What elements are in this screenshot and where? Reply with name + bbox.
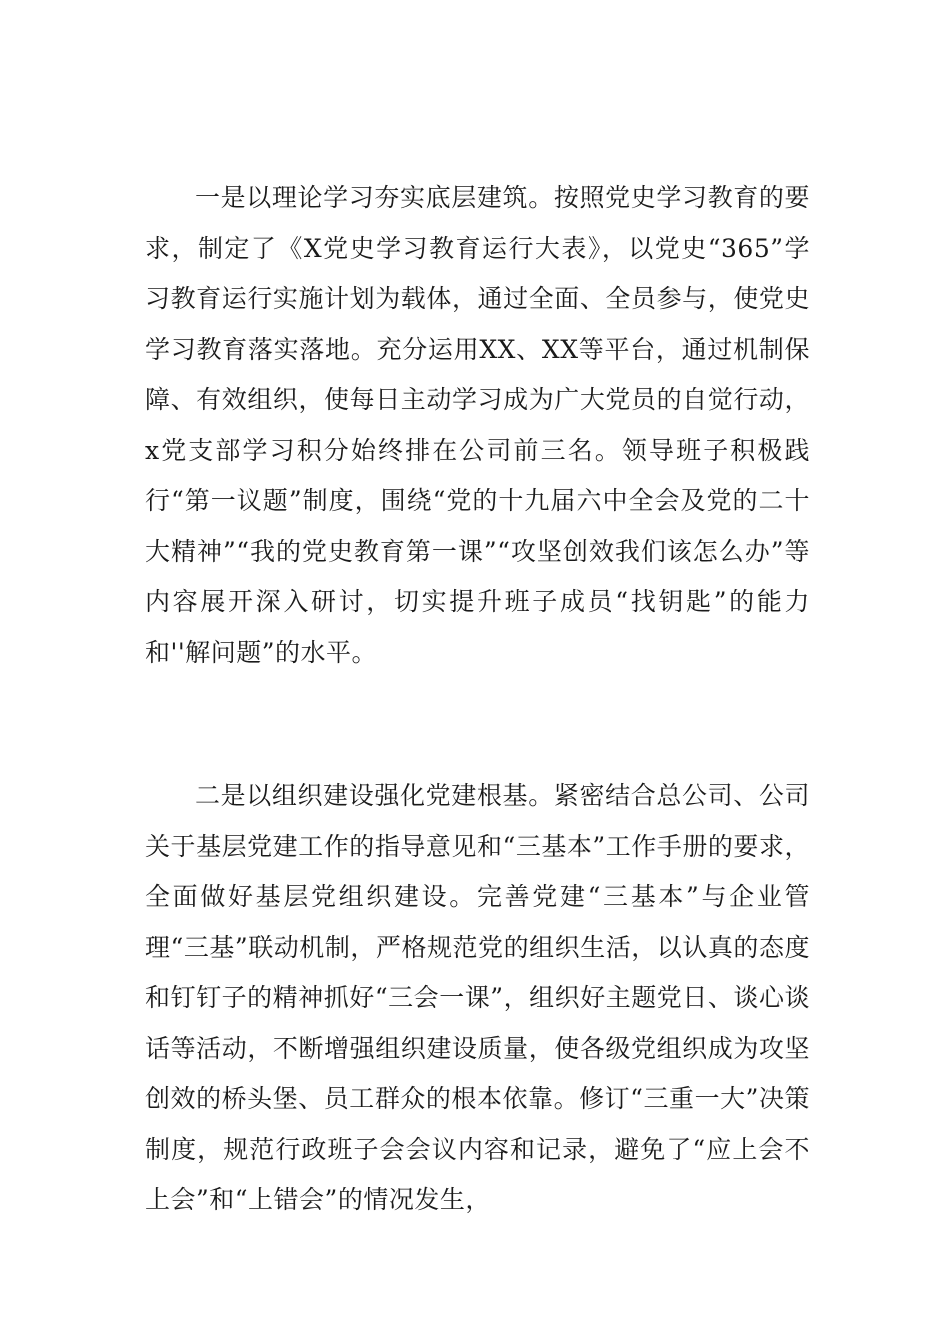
paragraph-theory-study: 一是以理论学习夯实底层建筑。按照党史学习教育的要求，制定了《X党史学习教育运行大表》，以党史“365”学习教育运行实施计划为载体，通过全面、全员参与，使党史学习教育落实落地。充分运用XX、XX等平台，通过机制保障、有效组织，使每日主动学习成为广大党员的自觉行动，x党支部学习积分始终排在公司前三名。领导班子积极践行“第一议题”制度，围绕“党的十九届六中全会及党的二十大精神”“我的党史教育第一课”“攻坚创效我们该怎么办”等内容展开深入研讨，切实提升班子成员“找钥匙”的能力和''解问题”的水平。	[145, 183, 810, 667]
paragraph-organization-building: 二是以组织建设强化党建根基。紧密结合总公司、公司关于基层党建工作的指导意见和“三基本”工作手册的要求，全面做好基层党组织建设。完善党建“三基本”与企业管理“三基”联动机制，严格规范党的组织生活，以认真的态度和钉钉子的精神抓好“三会一课”，组织好主题党日、谈心谈话等活动，不断增强组织建设质量，使各级党组织成为攻坚创效的桥头堡、员工群众的根本依靠。修订“三重一大”决策制度，规范行政班子会会议内容和记录，避免了“应上会不上会”和“上错会”的情况发生，	[145, 781, 810, 1214]
